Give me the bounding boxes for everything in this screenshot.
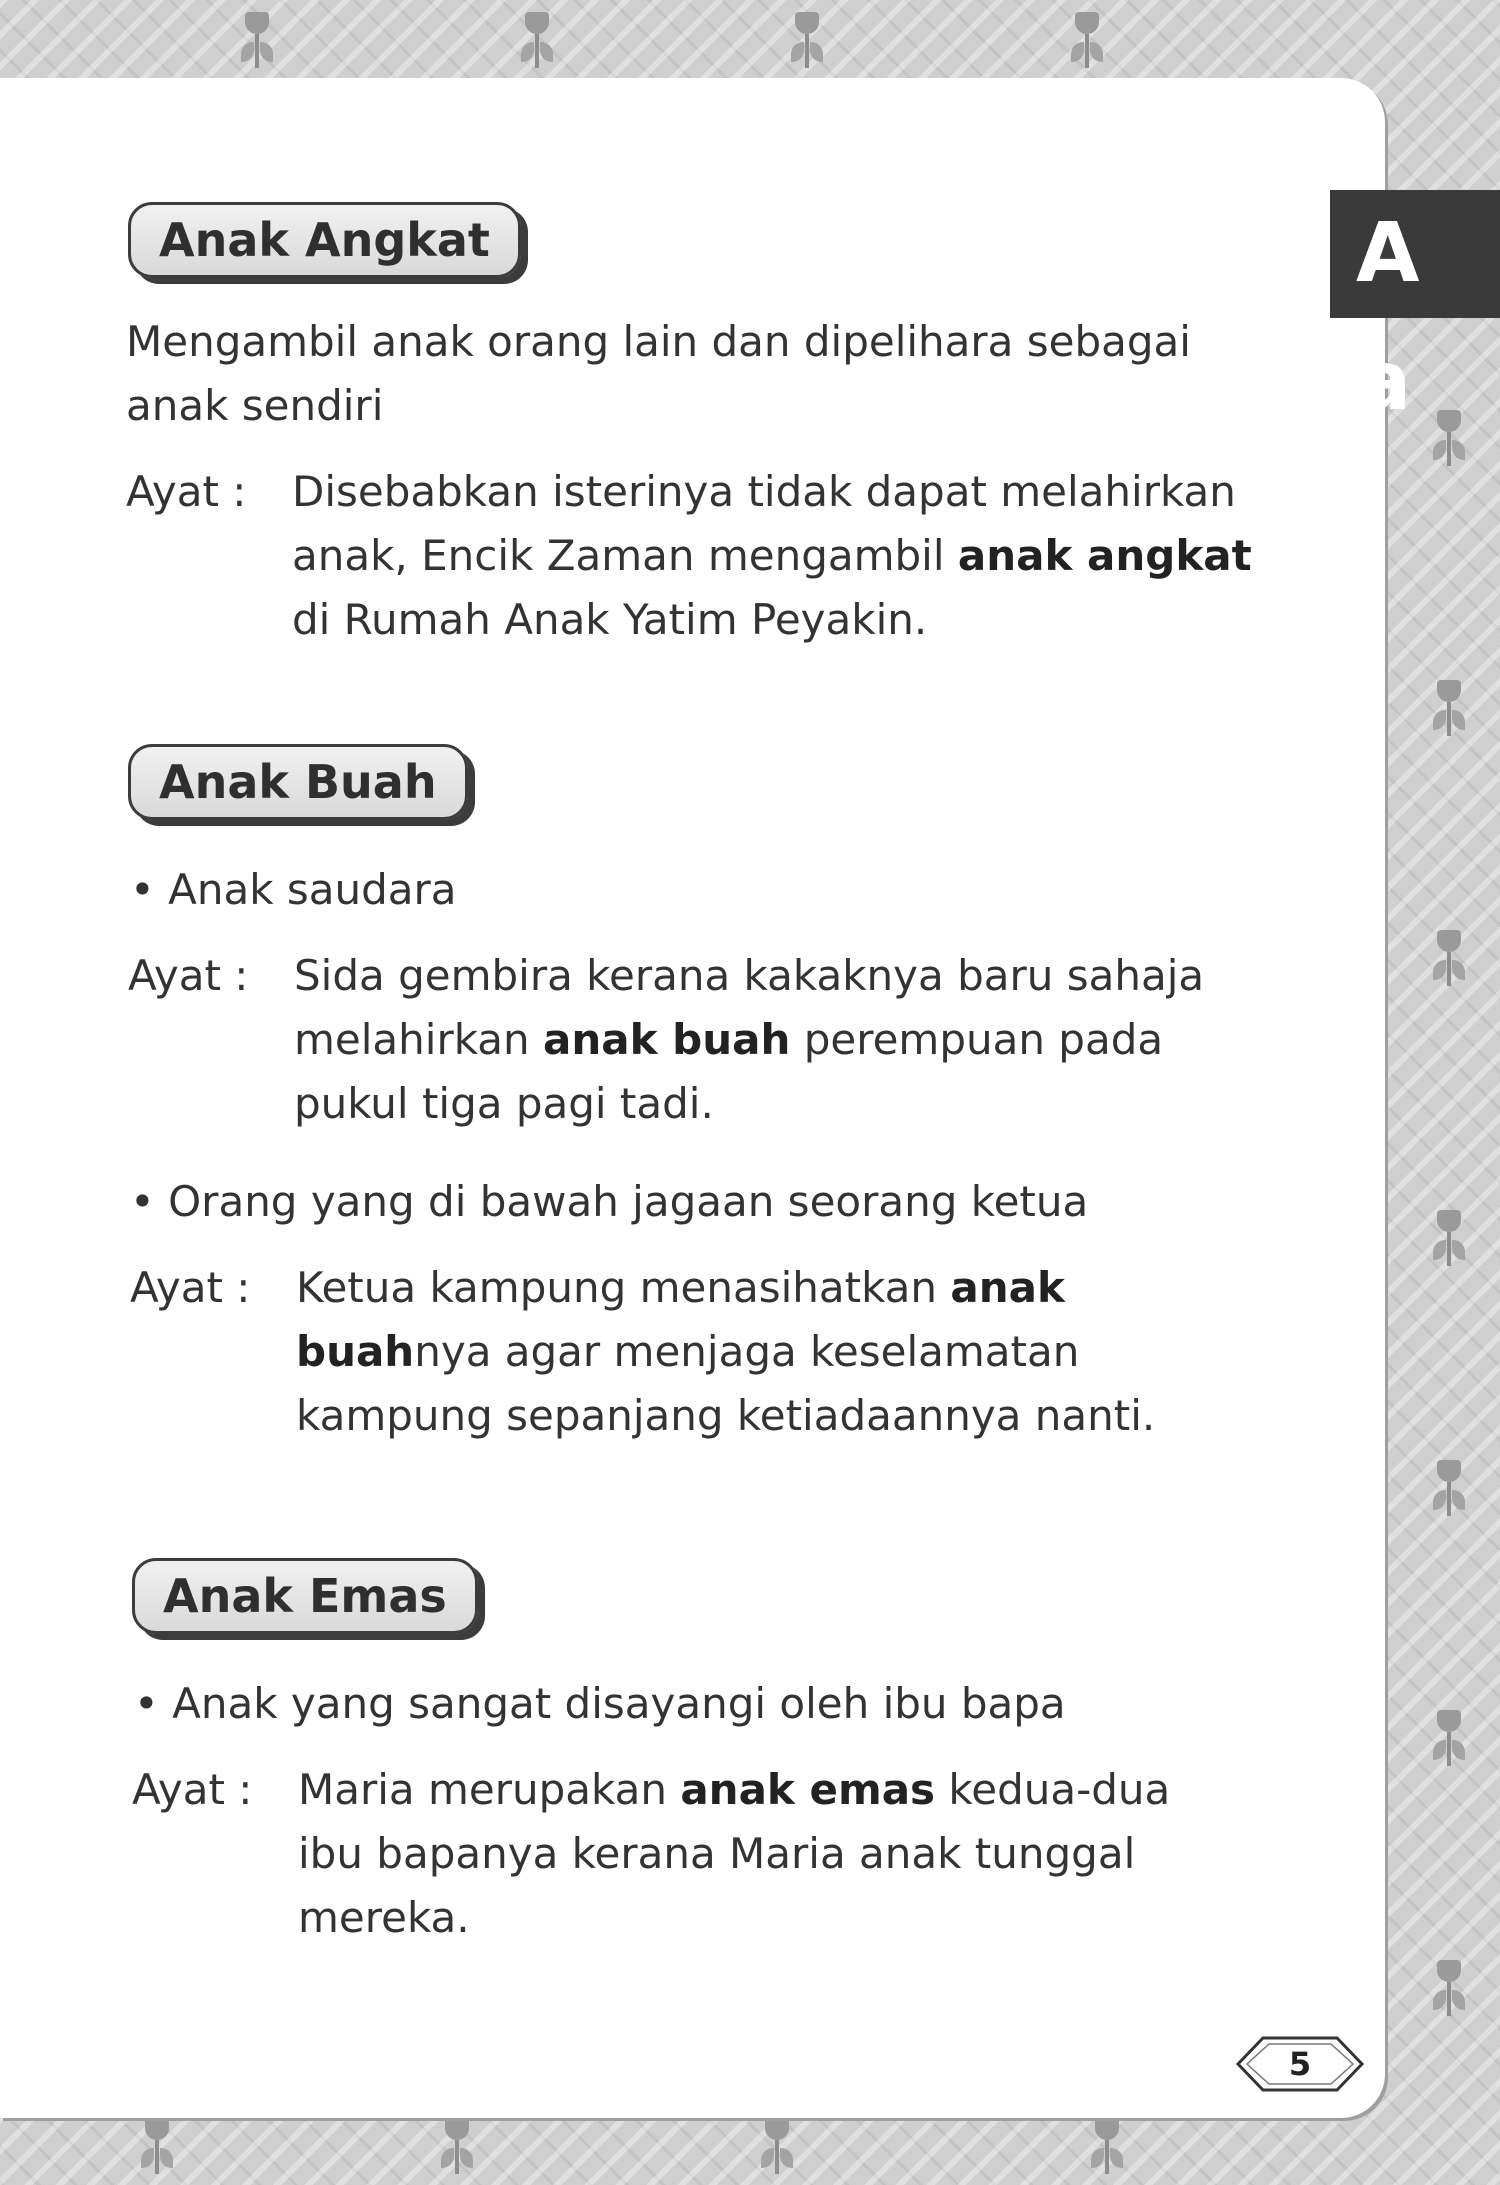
sentence-line: ibu bapanya kerana Maria anak tunggal (298, 1829, 1136, 1878)
sentence-line: mereka. (298, 1893, 470, 1942)
tulip-icon (1070, 12, 1104, 72)
sentence-line: Ketua kampung menasihatkan anak (296, 1263, 1065, 1312)
tulip-icon (140, 2118, 174, 2178)
highlighted-term: anak buah (543, 1015, 791, 1064)
highlighted-term: anak angkat (957, 531, 1252, 580)
entry-heading-anak-buah: Anak Buah (128, 744, 468, 820)
page-number-badge (1235, 2035, 1365, 2093)
tulip-icon (1432, 930, 1466, 990)
tulip-icon (1432, 410, 1466, 470)
sense-bullet: • Anak saudara (130, 865, 457, 914)
highlighted-term: buah (296, 1327, 415, 1376)
tulip-icon (1432, 1960, 1466, 2020)
entry-heading-anak-emas: Anak Emas (132, 1558, 478, 1634)
ayat-label: Ayat : (132, 1765, 253, 1814)
tulip-icon (1432, 1210, 1466, 1270)
ayat-label: Ayat : (126, 467, 247, 516)
sentence-line: kampung sepanjang ketiadaannya nanti. (296, 1391, 1156, 1440)
entry-meaning-line: Mengambil anak orang lain dan dipelihara sebagai (126, 317, 1191, 366)
sentence-line: pukul tiga pagi tadi. (294, 1079, 714, 1128)
sentence-line: anak, Encik Zaman mengambil anak angkat (292, 531, 1252, 580)
sentence-line: Maria merupakan anak emas kedua-dua (298, 1765, 1171, 1814)
ayat-label: Ayat : (130, 1263, 251, 1312)
tulip-icon (1432, 1710, 1466, 1770)
ayat-label: Ayat : (128, 951, 249, 1000)
tulip-icon (790, 12, 824, 72)
page-number: 5 (1288, 2045, 1312, 2083)
sentence-line: di Rumah Anak Yatim Peyakin. (292, 595, 928, 644)
entry-heading-anak-angkat: Anak Angkat (128, 202, 521, 278)
tulip-icon (240, 12, 274, 72)
sense-bullet: • Orang yang di bawah jagaan seorang ketua (130, 1177, 1089, 1226)
sense-bullet: • Anak yang sangat disayangi oleh ibu bapa (134, 1679, 1066, 1728)
sentence-line: melahirkan anak buah perempuan pada (294, 1015, 1164, 1064)
sentence-line: buahnya agar menjaga keselamatan (296, 1327, 1080, 1376)
sentence-line: Sida gembira kerana kakaknya baru sahaja (294, 951, 1205, 1000)
tulip-icon (440, 2118, 474, 2178)
section-letter-tab: A a (1330, 190, 1500, 318)
highlighted-term: anak (950, 1263, 1065, 1312)
example-sentence (296, 1256, 1336, 1448)
tulip-icon (1432, 1460, 1466, 1520)
tulip-icon (520, 12, 554, 72)
highlighted-term: anak emas (680, 1765, 936, 1814)
example-sentence (294, 944, 1334, 1136)
tulip-icon (1090, 2118, 1124, 2178)
example-sentence (292, 460, 1332, 652)
sentence-line: Disebabkan isterinya tidak dapat melahirkan (292, 467, 1236, 516)
entry-meaning-line: anak sendiri (126, 381, 384, 430)
example-sentence (298, 1758, 1338, 1950)
tulip-icon (760, 2118, 794, 2178)
tulip-icon (1432, 680, 1466, 740)
